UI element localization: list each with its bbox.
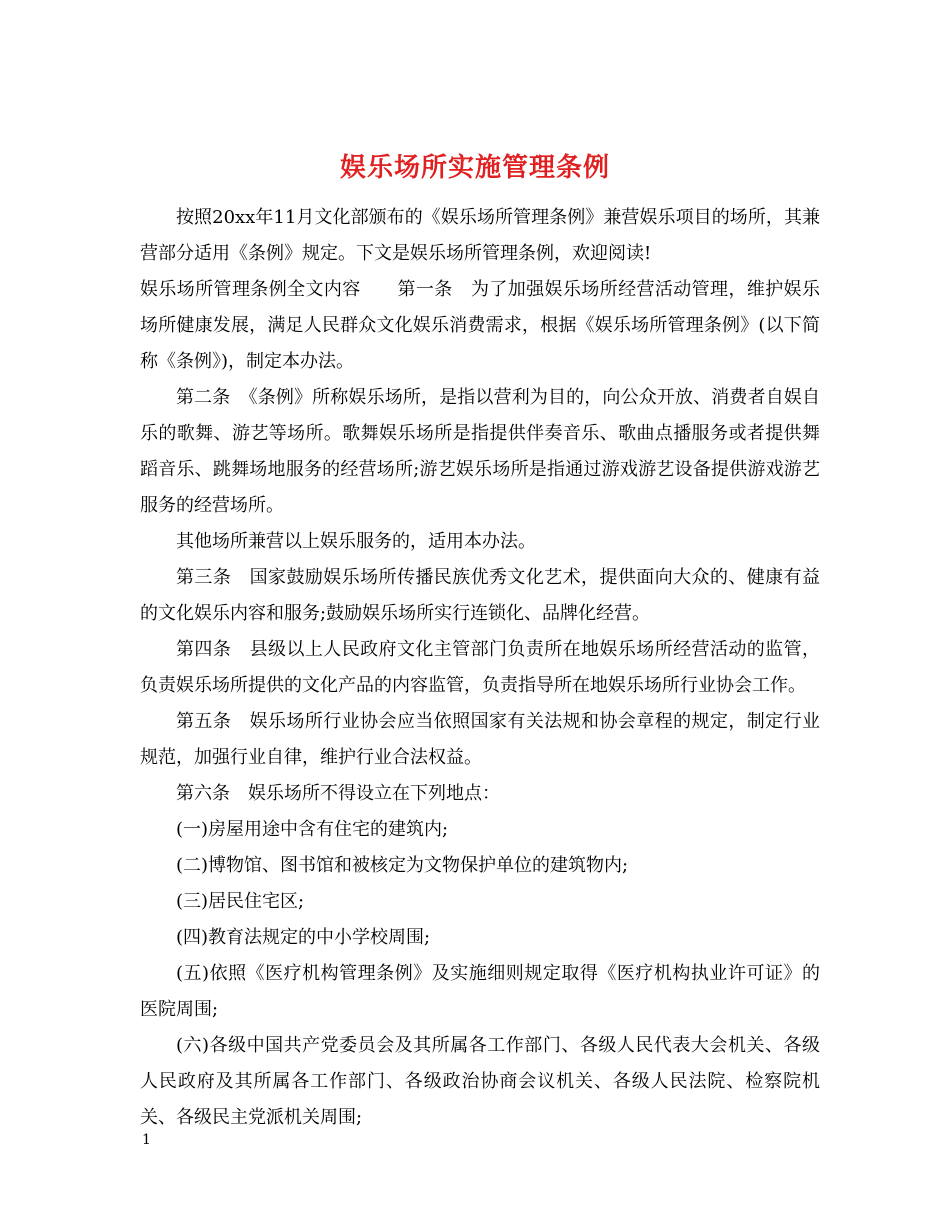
paragraph-article-5: 第五条 娱乐场所行业协会应当依照国家有关法规和协会章程的规定，制定行业规范，加强行业自律，维护行业合法权益。 (140, 711, 820, 768)
document-body (140, 200, 820, 1136)
page-title: 娱乐场所实施管理条例 (339, 153, 610, 184)
paragraph-article-2: 第二条 《条例》所称娱乐场所，是指以营利为目的，向公众开放、消费者自娱自乐的歌舞、游艺等场所。歌舞娱乐场所是指提供伴奏音乐、歌曲点播服务或者提供舞蹈音乐、跳舞场地服务的经营场所;游艺娱乐场所是指通过游戏游艺设备提供游戏游艺服务的经营场所。 (140, 387, 820, 516)
paragraph-article-3: 第三条 国家鼓励娱乐场所传播民族优秀文化艺术，提供面向大众的、健康有益的文化娱乐内容和服务;鼓励娱乐场所实行连锁化、品牌化经营。 (140, 567, 820, 624)
paragraph-article-1: 娱乐场所管理条例全文内容 第一条 为了加强娱乐场所经营活动管理，维护娱乐场所健康发展，满足人民群众文化娱乐消费需求，根据《娱乐场所管理条例》(以下简称《条例》)，制定本办法。 (140, 279, 820, 372)
paragraph-other-venues: 其他场所兼营以上娱乐服务的，适用本办法。 (176, 531, 536, 552)
list-item-1: (一)房屋用途中含有住宅的建筑内; (176, 819, 449, 840)
list-item-2: (二)博物馆、图书馆和被核定为文物保护单位的建筑物内; (176, 855, 629, 876)
list-item-5: (五)依照《医疗机构管理条例》及实施细则规定取得《医疗机构执业许可证》的医院周围; (140, 963, 820, 1020)
paragraph-article-4: 第四条 县级以上人民政府文化主管部门负责所在地娱乐场所经营活动的监管，负责娱乐场所提供的文化产品的内容监管，负责指导所在地娱乐场所行业协会工作。 (140, 639, 820, 696)
page-number: 1 (142, 1132, 151, 1148)
list-item-6: (六)各级中国共产党委员会及其所属各工作部门、各级人民代表大会机关、各级人民政府及其所属各工作部门、各级政治协商会议机关、各级人民法院、检察院机关、各级民主党派机关周围; (140, 1035, 820, 1128)
list-item-3: (三)居民住宅区; (176, 891, 305, 912)
paragraph-article-6: 第六条 娱乐场所不得设立在下列地点： (176, 783, 500, 804)
paragraph-intro: 按照20xx年11月文化部颁布的《娱乐场所管理条例》兼营娱乐项目的场所，其兼营部分适用《条例》规定。下文是娱乐场所管理条例，欢迎阅读! (140, 207, 820, 264)
list-item-4: (四)教育法规定的中小学校周围; (176, 927, 431, 948)
